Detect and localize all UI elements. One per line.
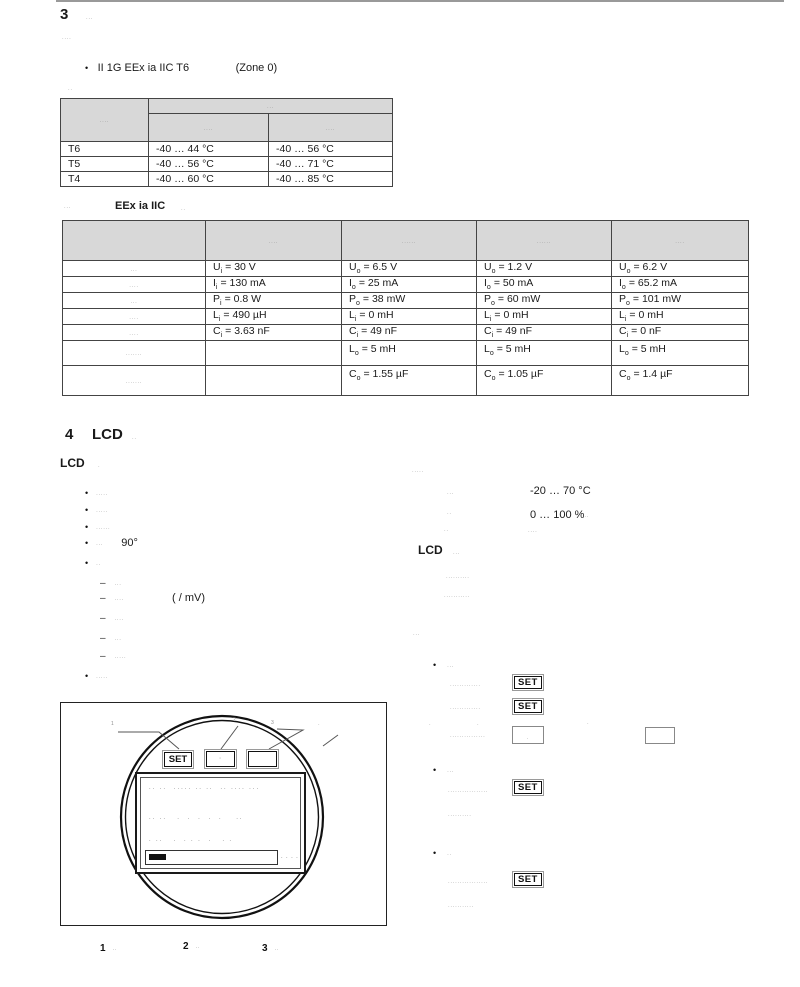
spec-value-small: ···· [528, 529, 538, 535]
table1-note: ·· [68, 87, 73, 93]
param-cell: $P_o = 60$ mW [477, 293, 612, 309]
sub-list-item-text: ···· [114, 617, 125, 623]
set-key-label: SET [514, 873, 542, 886]
bargraph-indicator [145, 850, 278, 865]
param-cell: $P_i = 0.8$ W [206, 293, 342, 309]
dash-icon: – [100, 651, 106, 662]
table1-header-cell [269, 114, 393, 142]
sub-list-item [100, 588, 205, 606]
row-label-cell [63, 293, 206, 309]
table2-header-cell [206, 221, 342, 261]
table2-caption: EEx ia IIC [115, 200, 166, 212]
list-item [85, 500, 108, 518]
step-label: ················· [448, 789, 489, 795]
bullet-icon: • [85, 538, 89, 548]
row-label: ······· [125, 379, 143, 386]
param-cell: $I_i = 130$ mA [206, 277, 342, 293]
param-cell [206, 341, 342, 366]
table1-header-cell [149, 99, 393, 114]
param-cell: $I_o = 50$ mA [477, 277, 612, 293]
list-item [85, 533, 138, 551]
section4-title: LCD [92, 426, 123, 443]
sub-list-item-text: ··· [114, 637, 122, 643]
callout-number: 3 [271, 720, 275, 726]
row-label-cell [63, 277, 206, 293]
callout-line-3 [269, 729, 303, 749]
top-divider [56, 0, 784, 2]
dash-icon: – [100, 613, 106, 624]
spec-value-humidity [530, 505, 589, 523]
spec-label: ·· [447, 511, 452, 517]
table1-header-cell [61, 99, 149, 142]
caption-number: 3 [262, 943, 268, 954]
table-row [61, 157, 393, 172]
table-row [63, 366, 749, 396]
caption-text: ·· [274, 947, 280, 953]
header-label: ······ [401, 239, 417, 246]
param-cell: $U_o = 6.2$ V [612, 261, 749, 277]
caption-text: ·· [195, 945, 201, 951]
down-button-face [248, 751, 277, 767]
param-cell: $C_o = 1.4$ µF [612, 366, 749, 396]
sub-list-item-text: ··· [114, 582, 122, 588]
certification-code: II 1G EEx ia IIC T6 [97, 62, 190, 74]
list-item [85, 483, 108, 501]
spec-value-text: 0 … 100 % [530, 509, 585, 521]
lcd-subheading-right-suffix: ··· [453, 551, 461, 557]
param-cell: $U_o = 6.5$ V [342, 261, 477, 277]
table2-header-cell [63, 221, 206, 261]
rcol-line: ··········· [444, 594, 471, 600]
row-label: ···· [129, 331, 139, 338]
step-footnote: ·········· [448, 813, 472, 819]
key-tiny-label: · [526, 736, 530, 742]
list-item-text: ·· [96, 562, 101, 568]
up-button-illustration [204, 749, 237, 769]
section4-title-suffix: ·· [132, 436, 137, 442]
figure-caption-item [100, 938, 117, 956]
callout-number: 2 [233, 717, 237, 723]
row-label: ···· [129, 315, 139, 322]
table-cell: -40 … 44 °C [149, 142, 269, 157]
param-cell: $L_i = 0$ mH [477, 309, 612, 325]
list-item [85, 666, 108, 684]
param-cell: $C_i = 0$ nF [612, 325, 749, 341]
callout-number: 1 [111, 721, 115, 727]
list-item-text: ··· [447, 664, 455, 670]
callout-line-3b [323, 735, 338, 746]
temperature-class-table [60, 98, 393, 187]
row-label: ··· [130, 299, 138, 306]
table-row [63, 277, 749, 293]
down-button-illustration [246, 749, 279, 769]
set-key-illustration [512, 871, 544, 888]
param-cell: $U_o = 1.2$ V [477, 261, 612, 277]
bullet-icon: • [85, 488, 89, 498]
param-cell [206, 366, 342, 396]
param-cell: $L_i = 0$ mH [612, 309, 749, 325]
sub-list-item-text: ····· [114, 655, 127, 661]
unit-annotation: ( / mV) [172, 592, 206, 604]
bullet-icon: • [85, 63, 89, 73]
table-row [61, 172, 393, 187]
caption-text: ·· [112, 947, 118, 953]
list-item-text: ·· [447, 852, 452, 858]
set-key-label: SET [514, 676, 542, 689]
table1-header-cell [149, 114, 269, 142]
lcd-subheading-suffix: · [98, 464, 101, 470]
sub-list-item [100, 608, 124, 626]
table-cell: -40 … 60 °C [149, 172, 269, 187]
row-label-cell [63, 325, 206, 341]
header-label: ··· [266, 105, 275, 111]
set-key-label: SET [514, 700, 542, 713]
button-tiny-mark: · [219, 755, 222, 762]
section3-intro-text: ···· [62, 36, 72, 42]
param-cell: $C_o = 1.55$ µF [342, 366, 477, 396]
list-item-text: ··· [96, 542, 104, 548]
bullet-icon: • [85, 505, 89, 515]
set-key-illustration [512, 674, 544, 691]
rcol-line: ·········· [446, 575, 470, 581]
list-item-text: ··· [447, 769, 455, 775]
sub-list-item [100, 628, 122, 646]
bargraph-fill [149, 854, 166, 860]
sub-list-item [100, 646, 126, 664]
header-label: ···· [268, 239, 279, 246]
footnote-mark: · [477, 722, 480, 728]
set-key-label: SET [514, 781, 542, 794]
table2-header-row [63, 221, 749, 261]
param-cell: $C_o = 1.05$ µF [477, 366, 612, 396]
callout-mark: · [318, 722, 321, 728]
lcd-display-row: · ·· · · · · · · · [149, 838, 234, 844]
bullet-icon: • [433, 660, 437, 670]
table-row [61, 142, 393, 157]
row-label-cell [63, 309, 206, 325]
list-item [85, 553, 101, 571]
table-cell: T4 [61, 172, 149, 187]
table2-caption-post: ·· [181, 207, 186, 213]
step-label: ············· [450, 706, 481, 712]
footnote-mark: · [587, 721, 590, 727]
row-label: ···· [129, 283, 139, 290]
table2-header-cell [612, 221, 749, 261]
table1-header-row1 [61, 99, 393, 114]
table2-header-cell [342, 221, 477, 261]
set-button-illustration [162, 750, 194, 769]
up-button-face [206, 751, 235, 767]
figure-caption-item [262, 938, 279, 956]
param-cell: $C_i = 3.63$ nF [206, 325, 342, 341]
row-label: ······· [125, 352, 143, 358]
caption-number: 2 [183, 941, 189, 952]
lcd-subheading: LCD [60, 456, 85, 470]
row-label-cell [63, 366, 206, 396]
bullet-icon: • [433, 848, 437, 858]
header-label: ···· [203, 126, 214, 133]
device-front-figure [60, 702, 387, 926]
set-key-illustration [512, 779, 544, 796]
spec-value-temperature: -20 … 70 °C [530, 485, 591, 497]
param-cell: $L_i = 490$ µH [206, 309, 342, 325]
certification-zone: (Zone 0) [235, 62, 278, 74]
step-label: ··············· [450, 734, 486, 740]
list-item-text: ······ [96, 526, 111, 532]
row-label: ··· [130, 267, 138, 274]
set-button-label: SET [164, 752, 192, 767]
bargraph-scale-marks: · · · · [281, 855, 299, 861]
list-item [433, 655, 454, 673]
param-cell: $I_o = 65.2$ mA [612, 277, 749, 293]
table-row [63, 261, 749, 277]
lcd-subheading-right: LCD [418, 543, 443, 557]
param-cell: $C_i = 49$ nF [477, 325, 612, 341]
param-cell: $P_o = 101$ mW [612, 293, 749, 309]
footnote-mark: · [429, 722, 432, 728]
table-cell: -40 … 85 °C [269, 172, 393, 187]
entity-parameters-table [62, 220, 749, 396]
section3-number: 3 [60, 6, 69, 23]
param-cell: $L_o = 5$ mH [612, 341, 749, 366]
row-label-cell [63, 261, 206, 277]
list-item-text: ····· [96, 675, 108, 681]
list-item-text: ····· [96, 509, 108, 515]
caption-number: 1 [100, 943, 106, 954]
spec-value-suffix: ·· [584, 514, 590, 520]
param-cell: $I_o = 25$ mA [342, 277, 477, 293]
table-row [63, 293, 749, 309]
dash-icon: – [100, 593, 106, 604]
table2-caption-pre: ··· [64, 205, 72, 211]
key-illustration-blank [645, 727, 675, 744]
table2-header-cell [477, 221, 612, 261]
section4-number: 4 [65, 426, 74, 443]
step-label: ············· [450, 683, 481, 689]
table-cell: -40 … 56 °C [149, 157, 269, 172]
dash-icon: – [100, 633, 106, 644]
header-label: ······ [536, 239, 552, 246]
table-row [63, 325, 749, 341]
list-item [433, 843, 452, 861]
table-row [63, 309, 749, 325]
lcd-display-row: ·· ·· · · · · · ·· [149, 816, 244, 822]
param-cell: $P_o = 38$ mW [342, 293, 477, 309]
header-label: ···· [99, 119, 110, 125]
set-key-illustration [512, 698, 544, 715]
bullet-icon: • [85, 522, 89, 532]
rcol-intro: ····· [412, 469, 424, 475]
list-item-text: ····· [96, 492, 108, 498]
lcd-display [135, 772, 306, 874]
bullet-icon: • [85, 671, 89, 681]
param-cell: $L_o = 5$ mH [477, 341, 612, 366]
param-cell: $L_o = 5$ mH [342, 341, 477, 366]
spec-label: ·· [444, 528, 449, 534]
figure-caption-item [183, 936, 200, 954]
param-cell: $U_i = 30$ V [206, 261, 342, 277]
header-label: ···· [675, 239, 685, 246]
callout-line-2 [221, 726, 238, 749]
row-label-cell [63, 341, 206, 366]
rotation-value: 90° [121, 537, 138, 549]
param-cell: $L_i = 0$ mH [342, 309, 477, 325]
section3-title: ··· [86, 16, 94, 22]
certification-bullet [85, 58, 277, 76]
list-item [433, 760, 454, 778]
table-cell: -40 … 56 °C [269, 142, 393, 157]
param-cell: $C_i = 49$ nF [342, 325, 477, 341]
table-cell: -40 … 71 °C [269, 157, 393, 172]
bullet-icon: • [85, 558, 89, 568]
table-cell: T5 [61, 157, 149, 172]
step-footnote: ··········· [448, 904, 475, 910]
table-row [63, 341, 749, 366]
rcol-note: ··· [413, 632, 421, 638]
sub-list-item-text: ···· [114, 597, 125, 603]
bullet-icon: • [433, 765, 437, 775]
table-cell: T6 [61, 142, 149, 157]
dash-icon: – [100, 578, 106, 589]
lcd-display-row: ·· ·· ····· ·· ·· ·· ···· ··· [149, 786, 261, 792]
step-label: ················· [448, 880, 489, 886]
key-illustration-blank [512, 726, 544, 744]
spec-label: ··· [447, 491, 455, 497]
header-label: ···· [325, 126, 336, 133]
